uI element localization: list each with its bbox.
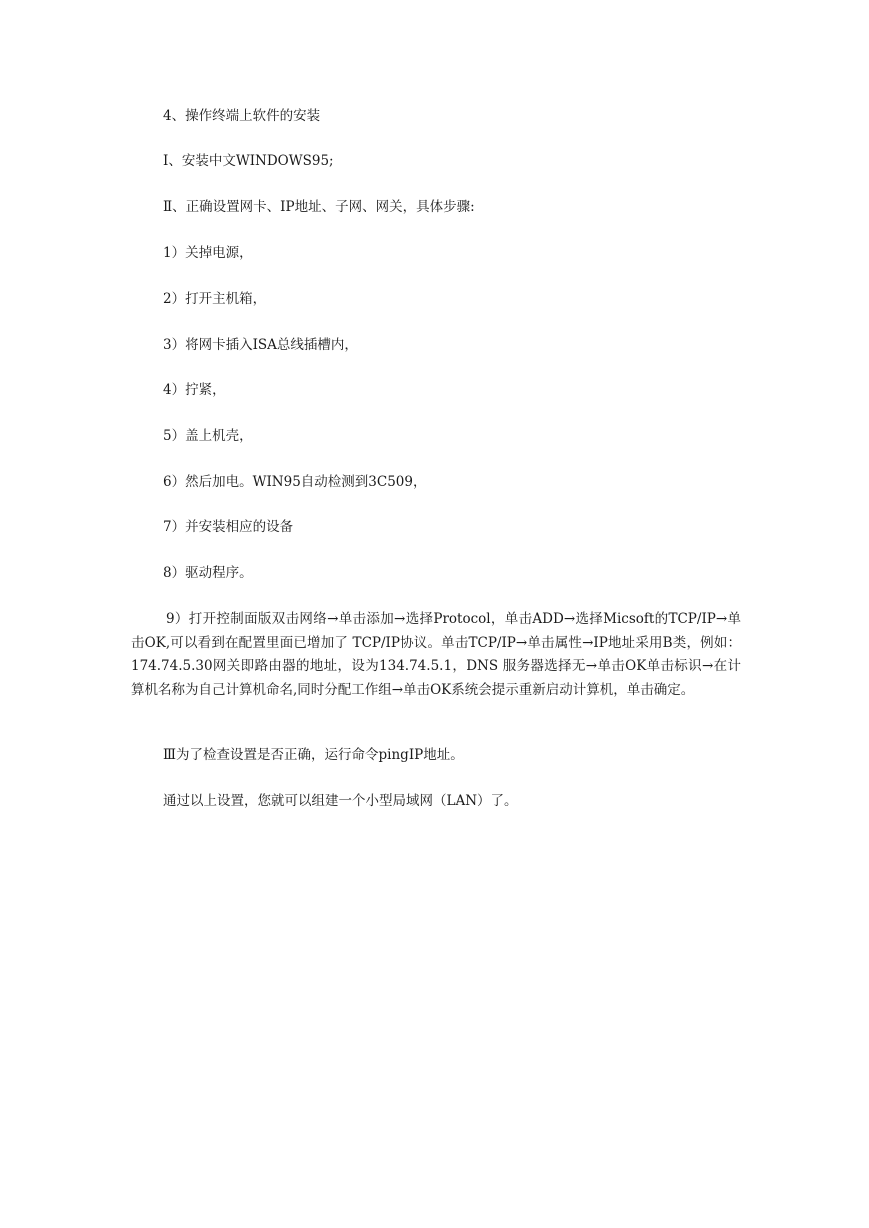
substep-2: 2）打开主机箱， (163, 291, 267, 307)
substep-6: 6）然后加电。WIN95自动检测到3C509， (163, 474, 427, 490)
substep-3: 3）将网卡插入ISA总线插槽内， (163, 337, 358, 353)
substep-1: 1）关掉电源， (163, 245, 253, 261)
substep-4: 4）拧紧， (163, 382, 226, 398)
conclusion: 通过以上设置，您就可以组建一个小型局域网（LAN）了。 (163, 793, 518, 809)
substep-8: 8）驱动程序。 (163, 565, 253, 581)
step-one: Ⅰ、安装中文WINDOWS95; (163, 153, 334, 169)
substep-5: 5）盖上机壳， (163, 428, 253, 444)
section-heading: 4、操作终端上软件的安装 (163, 108, 321, 124)
step-nine-paragraph: 9）打开控制面版双击网络→单击添加→选择Protocol，单击ADD→选择Micsoft的TCP/IP→单击OK,可以看到在配置里面已增加了 TCP/IP协议。单击TCP/IP→单击属性→IP地址采用B类，例如：174.74.5.30网关即路由器的地址，设为134.74.5.1，DNS 服务器选择无→单击OK单击标识→在计算机名称为自己计算机命名,同时分配工作组→单击OK系统会提示重新启动计算机，单击确定。 (131, 611, 741, 698)
substep-7: 7）并安装相应的设备 (163, 519, 294, 535)
step-two: Ⅱ、正确设置网卡、IP地址、子网、网关，具体步骤: (163, 199, 475, 215)
step-three: Ⅲ为了检查设置是否正确，运行命令pingIP地址。 (163, 747, 464, 763)
